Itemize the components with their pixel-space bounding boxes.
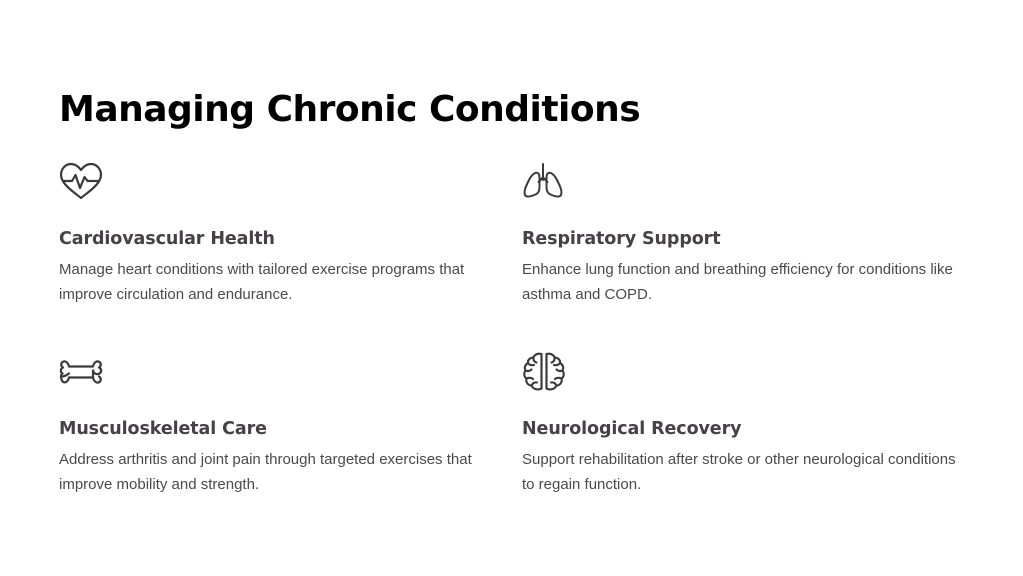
card-title: Neurological Recovery [522, 419, 742, 439]
card-description: Enhance lung function and breathing efficiency for conditions like asthma and COPD. [522, 261, 953, 303]
card-title: Respiratory Support [522, 229, 721, 249]
card-description: Support rehabilitation after stroke or other neurological conditions to regain function. [522, 451, 956, 493]
bone-icon [59, 350, 103, 394]
page-title: Managing Chronic Conditions [59, 89, 641, 130]
card-description: Address arthritis and joint pain through targeted exercises that improve mobility and strength. [59, 451, 472, 493]
card-title: Cardiovascular Health [59, 229, 275, 249]
lungs-icon [522, 160, 566, 204]
card-title: Musculoskeletal Care [59, 419, 267, 439]
brain-icon [522, 350, 566, 394]
heart-pulse-icon [59, 160, 103, 204]
card-description: Manage heart conditions with tailored exercise programs that improve circulation and endurance. [59, 261, 465, 303]
